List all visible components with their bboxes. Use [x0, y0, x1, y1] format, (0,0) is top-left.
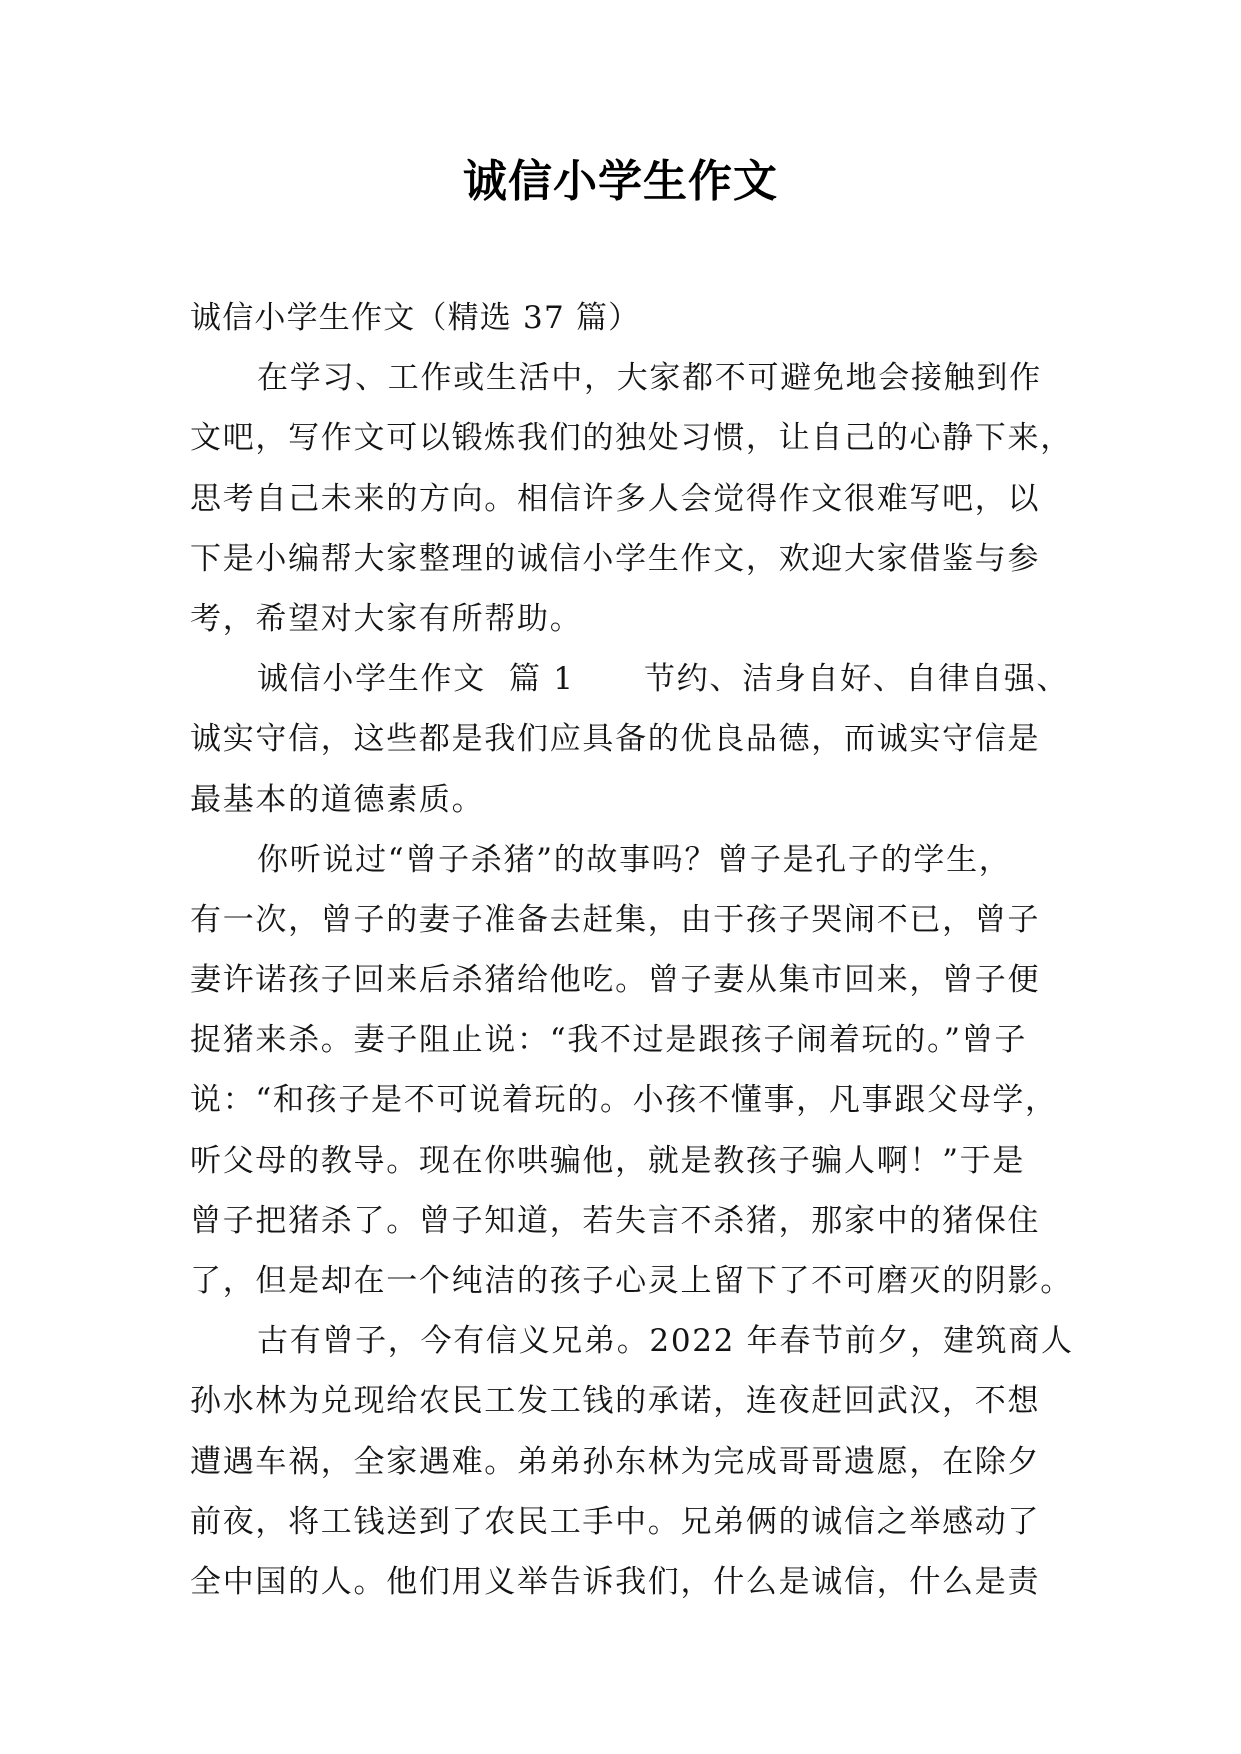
section-heading-line: 诚信小学生作文 篇 1 节约、洁身自好、自律自强、: [257, 661, 1070, 698]
text-line: 最基本的道德素质。: [190, 781, 485, 818]
text-line: 在学习、工作或生活中，大家都不可避免地会接触到作: [257, 360, 1042, 397]
text-line: 你听说过“曾子杀猪”的故事吗？曾子是孔子的学生，: [257, 841, 1012, 878]
text-line: 妻许诺孩子回来后杀猪给他吃。曾子妻从集市回来，曾子便: [190, 962, 1041, 999]
text-line: 下是小编帮大家整理的诚信小学生作文，欢迎大家借鉴与参: [190, 540, 1041, 577]
text-line: 说：“和孩子是不可说着玩的。小孩不懂事，凡事跟父母学，: [190, 1082, 1058, 1119]
text-line: 有一次，曾子的妻子准备去赶集，由于孩子哭闹不已，曾子: [190, 901, 1041, 938]
text-line: 听父母的教导。现在你哄骗他，就是教孩子骗人啊！”于是: [190, 1142, 1026, 1179]
subtitle-line: 诚信小学生作文（精选 37 篇）: [190, 300, 641, 336]
text-line: 诚实守信，这些都是我们应具备的优良品德，而诚实守信是: [190, 721, 1041, 758]
text-line: 孙水林为兑现给农民工发工钱的承诺，连夜赶回武汉，不想: [190, 1383, 1041, 1420]
text-line: 捉猪来杀。妻子阻止说：“我不过是跟孩子闹着玩的。”曾子: [190, 1022, 1028, 1059]
text-line: 古有曾子，今有信义兄弟。2022 年春节前夕，建筑商人: [257, 1323, 1074, 1360]
text-line: 考，希望对大家有所帮助。: [190, 600, 583, 637]
text-line: 全中国的人。他们用义举告诉我们，什么是诚信，什么是责: [190, 1563, 1041, 1600]
text-line: 曾子把猪杀了。曾子知道，若失言不杀猪，那家中的猪保住: [190, 1202, 1041, 1239]
text-line: 遭遇车祸，全家遇难。弟弟孙东林为完成哥哥遗愿，在除夕: [190, 1443, 1041, 1480]
text-line: 前夜，将工钱送到了农民工手中。兄弟俩的诚信之举感动了: [190, 1503, 1041, 1540]
text-line: 了，但是却在一个纯洁的孩子心灵上留下了不可磨灭的阴影。: [190, 1263, 1073, 1299]
text-line: 思考自己未来的方向。相信许多人会觉得作文很难写吧，以: [190, 480, 1041, 517]
text-line: 文吧，写作文可以锻炼我们的独处习惯，让自己的心静下来，: [190, 420, 1073, 457]
document-body: [190, 288, 1074, 1612]
document-title: 诚信小学生作文: [463, 156, 778, 207]
